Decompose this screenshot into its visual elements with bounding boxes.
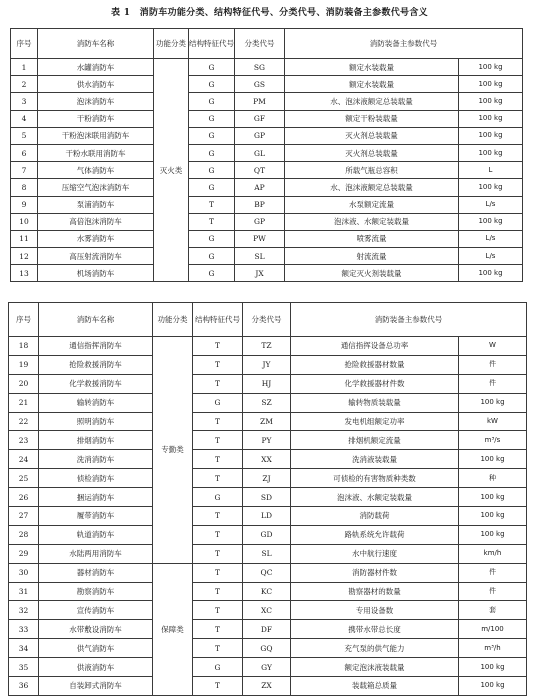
cell-cls: TZ xyxy=(243,337,291,356)
cell-function-group: 专勤类 xyxy=(153,337,193,564)
cell-struct: T xyxy=(189,196,235,213)
cell-cls: JX xyxy=(235,265,285,282)
cell-param: 抢险救援器材数量 xyxy=(291,355,459,374)
cell-name: 侦检消防车 xyxy=(39,469,153,488)
cell-seq: 12 xyxy=(11,248,38,265)
cell-seq: 18 xyxy=(9,337,39,356)
cell-cls: AP xyxy=(235,179,285,196)
cell-seq: 22 xyxy=(9,412,39,431)
header-struct: 结构特征代号 xyxy=(193,303,243,337)
table-fire-fighting xyxy=(10,28,523,282)
header-name: 消防车名称 xyxy=(38,29,154,59)
cell-unit: 100 kg xyxy=(459,59,523,76)
cell-cls: GL xyxy=(235,144,285,161)
cell-name: 水陆两用消防车 xyxy=(39,544,153,563)
cell-cls: SD xyxy=(243,488,291,507)
cell-seq: 25 xyxy=(9,469,39,488)
table-row xyxy=(11,144,523,161)
cell-name: 供液消防车 xyxy=(39,658,153,677)
cell-param: 水、泡沫液额定总装载量 xyxy=(285,179,459,196)
cell-cls: LD xyxy=(243,507,291,526)
cell-name: 勘察消防车 xyxy=(39,582,153,601)
cell-unit: 100 kg xyxy=(459,393,527,412)
cell-cls: KC xyxy=(243,582,291,601)
cell-param: 通信指挥设备总功率 xyxy=(291,337,459,356)
header-seq: 序号 xyxy=(9,303,39,337)
cell-struct: G xyxy=(189,76,235,93)
cell-seq: 19 xyxy=(9,355,39,374)
cell-seq: 35 xyxy=(9,658,39,677)
table-row xyxy=(9,431,527,450)
cell-struct: G xyxy=(189,230,235,247)
cell-name: 化学救援消防车 xyxy=(39,374,153,393)
cell-unit: 种 xyxy=(459,469,527,488)
cell-name: 水雾消防车 xyxy=(38,230,154,247)
cell-struct: T xyxy=(193,582,243,601)
cell-name: 高压射流消防车 xyxy=(38,248,154,265)
cell-cls: ZX xyxy=(243,677,291,696)
table-special-support xyxy=(8,302,527,696)
cell-unit: kW xyxy=(459,412,527,431)
cell-cls: ZM xyxy=(243,412,291,431)
table-row xyxy=(9,393,527,412)
cell-name: 水罐消防车 xyxy=(38,59,154,76)
cell-struct: T xyxy=(193,601,243,620)
cell-name: 机场消防车 xyxy=(38,265,154,282)
cell-seq: 2 xyxy=(11,76,38,93)
cell-unit: 100 kg xyxy=(459,658,527,677)
cell-param: 所载气瓶总容积 xyxy=(285,162,459,179)
cell-seq: 9 xyxy=(11,196,38,213)
cell-name: 泡沫消防车 xyxy=(38,93,154,110)
cell-cls: PY xyxy=(243,431,291,450)
cell-struct: T xyxy=(193,450,243,469)
cell-unit: L xyxy=(459,162,523,179)
table-row xyxy=(11,230,523,247)
table-row xyxy=(9,469,527,488)
table-row xyxy=(11,110,523,127)
cell-unit: 100 kg xyxy=(459,488,527,507)
cell-struct: T xyxy=(193,544,243,563)
cell-name: 履带消防车 xyxy=(39,507,153,526)
cell-unit: L/s xyxy=(459,248,523,265)
cell-struct: G xyxy=(189,179,235,196)
cell-param: 灭火剂总装载量 xyxy=(285,127,459,144)
cell-seq: 21 xyxy=(9,393,39,412)
cell-param: 排烟机额定流量 xyxy=(291,431,459,450)
cell-struct: G xyxy=(193,488,243,507)
cell-name: 排烟消防车 xyxy=(39,431,153,450)
cell-seq: 8 xyxy=(11,179,38,196)
cell-cls: XC xyxy=(243,601,291,620)
cell-struct: T xyxy=(193,337,243,356)
cell-seq: 32 xyxy=(9,601,39,620)
cell-struct: G xyxy=(193,658,243,677)
cell-name: 器材消防车 xyxy=(39,563,153,582)
table-row xyxy=(9,488,527,507)
table-row xyxy=(11,179,523,196)
cell-name: 通信指挥消防车 xyxy=(39,337,153,356)
cell-seq: 34 xyxy=(9,639,39,658)
cell-cls: DF xyxy=(243,620,291,639)
cell-name: 压缩空气泡沫消防车 xyxy=(38,179,154,196)
cell-struct: G xyxy=(189,110,235,127)
header-struct: 结构特征代号 xyxy=(189,29,235,59)
cell-name: 干粉泡沫联用消防车 xyxy=(38,127,154,144)
cell-param: 专用设备数 xyxy=(291,601,459,620)
cell-unit: 100 kg xyxy=(459,677,527,696)
table-row xyxy=(9,582,527,601)
cell-seq: 36 xyxy=(9,677,39,696)
cell-struct: G xyxy=(189,248,235,265)
cell-seq: 26 xyxy=(9,488,39,507)
cell-param: 路轨系统允许载荷 xyxy=(291,525,459,544)
cell-cls: QT xyxy=(235,162,285,179)
cell-struct: T xyxy=(189,213,235,230)
cell-cls: ZJ xyxy=(243,469,291,488)
cell-param: 可侦检的有害物质种类数 xyxy=(291,469,459,488)
table-row xyxy=(9,337,527,356)
cell-seq: 5 xyxy=(11,127,38,144)
cell-seq: 33 xyxy=(9,620,39,639)
cell-param: 泡沫液、水额定装载量 xyxy=(285,213,459,230)
header-func: 功能分类 xyxy=(154,29,189,59)
cell-unit: 100 kg xyxy=(459,213,523,230)
cell-unit: 件 xyxy=(459,355,527,374)
cell-struct: T xyxy=(193,412,243,431)
cell-struct: T xyxy=(193,507,243,526)
cell-seq: 13 xyxy=(11,265,38,282)
cell-name: 供气消防车 xyxy=(39,639,153,658)
cell-param: 输转物质装载量 xyxy=(291,393,459,412)
cell-struct: G xyxy=(189,93,235,110)
cell-param: 携带水带总长度 xyxy=(291,620,459,639)
cell-unit: m/100 xyxy=(459,620,527,639)
cell-seq: 24 xyxy=(9,450,39,469)
cell-struct: T xyxy=(193,677,243,696)
header-func: 功能分类 xyxy=(153,303,193,337)
cell-unit: 100 kg xyxy=(459,525,527,544)
table-header-row xyxy=(9,303,527,337)
cell-unit: km/h xyxy=(459,544,527,563)
cell-name: 供水消防车 xyxy=(38,76,154,93)
cell-cls: GQ xyxy=(243,639,291,658)
cell-cls: SL xyxy=(235,248,285,265)
table-row xyxy=(9,525,527,544)
cell-name: 输转消防车 xyxy=(39,393,153,412)
cell-param: 勘察器材的数量 xyxy=(291,582,459,601)
cell-struct: T xyxy=(193,355,243,374)
cell-seq: 31 xyxy=(9,582,39,601)
table-row xyxy=(11,93,523,110)
cell-unit: W xyxy=(459,337,527,356)
cell-seq: 27 xyxy=(9,507,39,526)
table-title: 表 1 消防车功能分类、结构特征代号、分类代号、消防装备主参数代号含义 xyxy=(111,8,428,18)
cell-function-group: 保障类 xyxy=(153,563,193,695)
cell-param: 泡沫液、水额定装载量 xyxy=(291,488,459,507)
cell-unit: 100 kg xyxy=(459,179,523,196)
cell-seq: 6 xyxy=(11,144,38,161)
cell-function-group: 灭火类 xyxy=(154,59,189,282)
cell-unit: 100 kg xyxy=(459,507,527,526)
cell-unit: m³/s xyxy=(459,431,527,450)
cell-name: 抢险救援消防车 xyxy=(39,355,153,374)
cell-param: 水、泡沫液额定总装载量 xyxy=(285,93,459,110)
cell-seq: 4 xyxy=(11,110,38,127)
cell-cls: BP xyxy=(235,196,285,213)
cell-name: 宣传消防车 xyxy=(39,601,153,620)
header-cls: 分类代号 xyxy=(235,29,285,59)
cell-seq: 30 xyxy=(9,563,39,582)
cell-name: 照明消防车 xyxy=(39,412,153,431)
cell-param: 消防载荷 xyxy=(291,507,459,526)
table-row xyxy=(9,544,527,563)
table-row xyxy=(9,620,527,639)
cell-cls: JY xyxy=(243,355,291,374)
cell-unit: 100 kg xyxy=(459,265,523,282)
cell-name: 高倍泡沫消防车 xyxy=(38,213,154,230)
table-row xyxy=(9,450,527,469)
table-row xyxy=(11,162,523,179)
cell-struct: T xyxy=(193,639,243,658)
cell-name: 捆运消防车 xyxy=(39,488,153,507)
table-row xyxy=(9,563,527,582)
cell-unit: 100 kg xyxy=(459,110,523,127)
cell-unit: 件 xyxy=(459,563,527,582)
cell-cls: PM xyxy=(235,93,285,110)
cell-name: 泵浦消防车 xyxy=(38,196,154,213)
cell-struct: G xyxy=(189,127,235,144)
table-row xyxy=(9,658,527,677)
cell-seq: 23 xyxy=(9,431,39,450)
cell-struct: G xyxy=(193,393,243,412)
cell-param: 额定水装载量 xyxy=(285,59,459,76)
cell-struct: G xyxy=(189,162,235,179)
cell-name: 自装卸式消防车 xyxy=(39,677,153,696)
cell-param: 消防器材件数 xyxy=(291,563,459,582)
cell-cls: XX xyxy=(243,450,291,469)
cell-param: 化学救援器材件数 xyxy=(291,374,459,393)
cell-param: 射流流量 xyxy=(285,248,459,265)
cell-unit: 100 kg xyxy=(459,93,523,110)
cell-param: 发电机组额定功率 xyxy=(291,412,459,431)
cell-cls: GF xyxy=(235,110,285,127)
table-row xyxy=(9,355,527,374)
cell-unit: 件 xyxy=(459,582,527,601)
cell-param: 额定泡沫液装载量 xyxy=(291,658,459,677)
cell-param: 额定灭火剂装载量 xyxy=(285,265,459,282)
cell-param: 额定水装载量 xyxy=(285,76,459,93)
cell-struct: T xyxy=(193,620,243,639)
table-row xyxy=(9,677,527,696)
cell-struct: T xyxy=(193,525,243,544)
cell-name: 气体消防车 xyxy=(38,162,154,179)
cell-cls: SG xyxy=(235,59,285,76)
cell-cls: HJ xyxy=(243,374,291,393)
cell-param: 灭火剂总装载量 xyxy=(285,144,459,161)
cell-name: 干粉消防车 xyxy=(38,110,154,127)
header-param: 消防装备主参数代号 xyxy=(291,303,527,337)
header-cls: 分类代号 xyxy=(243,303,291,337)
cell-unit: 100 kg xyxy=(459,76,523,93)
cell-seq: 3 xyxy=(11,93,38,110)
cell-name: 水带敷设消防车 xyxy=(39,620,153,639)
cell-seq: 10 xyxy=(11,213,38,230)
table-row xyxy=(9,601,527,620)
cell-cls: PW xyxy=(235,230,285,247)
cell-seq: 28 xyxy=(9,525,39,544)
cell-cls: GP xyxy=(235,213,285,230)
table-row xyxy=(11,127,523,144)
cell-unit: 100 kg xyxy=(459,450,527,469)
cell-seq: 20 xyxy=(9,374,39,393)
cell-struct: T xyxy=(193,431,243,450)
cell-unit: 100 kg xyxy=(459,144,523,161)
cell-name: 轨道消防车 xyxy=(39,525,153,544)
cell-name: 洗消消防车 xyxy=(39,450,153,469)
table-row xyxy=(11,76,523,93)
cell-unit: m³/h xyxy=(459,639,527,658)
cell-seq: 7 xyxy=(11,162,38,179)
cell-struct: G xyxy=(189,144,235,161)
cell-param: 水泵额定流量 xyxy=(285,196,459,213)
cell-struct: G xyxy=(189,265,235,282)
cell-struct: G xyxy=(189,59,235,76)
table-row xyxy=(9,412,527,431)
cell-unit: L/s xyxy=(459,196,523,213)
cell-cls: SZ xyxy=(243,393,291,412)
table-row xyxy=(11,59,523,76)
cell-cls: GS xyxy=(235,76,285,93)
cell-param: 充气泵的供气能力 xyxy=(291,639,459,658)
cell-unit: L/s xyxy=(459,230,523,247)
cell-seq: 29 xyxy=(9,544,39,563)
table-row xyxy=(11,196,523,213)
table-row xyxy=(9,374,527,393)
table-row xyxy=(9,639,527,658)
header-param: 消防装备主参数代号 xyxy=(285,29,523,59)
cell-struct: T xyxy=(193,374,243,393)
cell-cls: SL xyxy=(243,544,291,563)
cell-param: 水中航行速度 xyxy=(291,544,459,563)
cell-name: 干粉水联用消防车 xyxy=(38,144,154,161)
cell-param: 额定干粉装载量 xyxy=(285,110,459,127)
cell-param: 洗消液装载量 xyxy=(291,450,459,469)
cell-cls: QC xyxy=(243,563,291,582)
cell-seq: 1 xyxy=(11,59,38,76)
table-row xyxy=(11,265,523,282)
cell-unit: 套 xyxy=(459,601,527,620)
cell-cls: GD xyxy=(243,525,291,544)
cell-cls: GY xyxy=(243,658,291,677)
table-header-row xyxy=(11,29,523,59)
cell-struct: T xyxy=(193,563,243,582)
cell-seq: 11 xyxy=(11,230,38,247)
cell-struct: T xyxy=(193,469,243,488)
cell-unit: 100 kg xyxy=(459,127,523,144)
header-name: 消防车名称 xyxy=(39,303,153,337)
table-row xyxy=(11,248,523,265)
table-row xyxy=(9,507,527,526)
cell-unit: 件 xyxy=(459,374,527,393)
cell-param: 装载箱总质量 xyxy=(291,677,459,696)
header-seq: 序号 xyxy=(11,29,38,59)
table-row xyxy=(11,213,523,230)
cell-cls: GP xyxy=(235,127,285,144)
cell-param: 喷雾流量 xyxy=(285,230,459,247)
